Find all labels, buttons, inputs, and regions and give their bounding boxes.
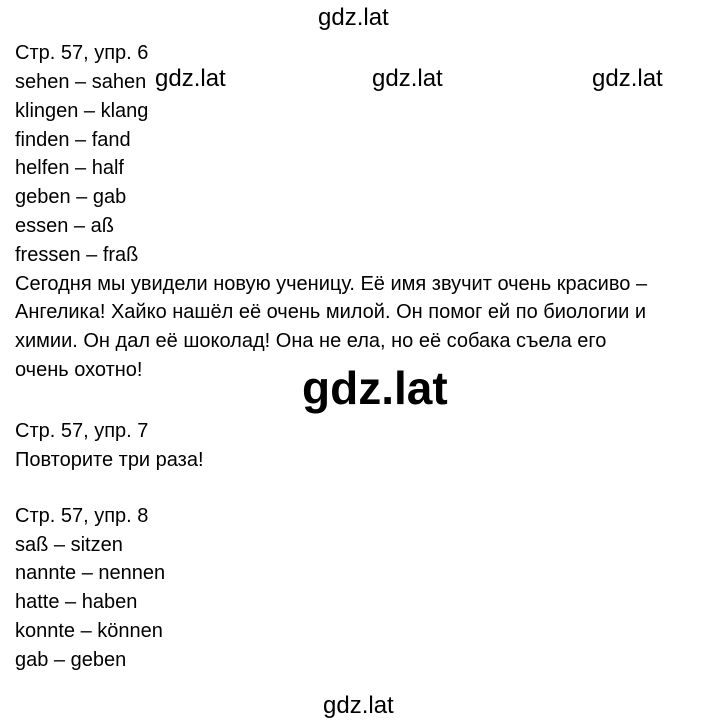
exercise-6-heading: Стр. 57, упр. 6	[15, 42, 149, 64]
exercise-6-pair: sehen – sahen	[15, 71, 147, 93]
exercise-6-paragraph-line: Сегодня мы увидели новую ученицу. Её имя звучит очень красиво –	[15, 273, 648, 295]
exercise-7-text: Повторите три раза!	[15, 449, 204, 471]
exercise-6-pair: fressen – fraß	[15, 244, 139, 266]
exercise-8-pair: gab – geben	[15, 649, 127, 671]
exercise-8-pair: konnte – können	[15, 620, 163, 642]
watermark-row-left: gdz.lat	[155, 65, 226, 92]
exercise-8-pair: nannte – nennen	[15, 562, 166, 584]
exercise-6-pair: klingen – klang	[15, 100, 149, 122]
exercise-8-pair: saß – sitzen	[15, 534, 123, 556]
exercise-6-pair: geben – gab	[15, 186, 127, 208]
exercise-6-pair: essen – aß	[15, 215, 114, 237]
exercise-6-pair: finden – fand	[15, 129, 131, 151]
watermark-bottom: gdz.lat	[323, 692, 394, 719]
watermark-row-center: gdz.lat	[372, 65, 443, 92]
exercise-6-paragraph-line: Ангелика! Хайко нашёл её очень милой. Он помог ей по биологии и	[15, 301, 646, 323]
watermark-row-right: gdz.lat	[592, 65, 663, 92]
exercise-7-heading: Стр. 57, упр. 7	[15, 420, 149, 442]
watermark-center-large: gdz.lat	[302, 362, 448, 414]
exercise-8-pair: hatte – haben	[15, 591, 138, 613]
exercise-6-paragraph-line: очень охотно!	[15, 359, 143, 381]
exercise-6-paragraph-line: химии. Он дал её шоколад! Она не ела, но её собака съела его	[15, 330, 607, 352]
exercise-8-heading: Стр. 57, упр. 8	[15, 505, 149, 527]
watermark-top: gdz.lat	[318, 4, 389, 31]
exercise-6-pair: helfen – half	[15, 157, 124, 179]
